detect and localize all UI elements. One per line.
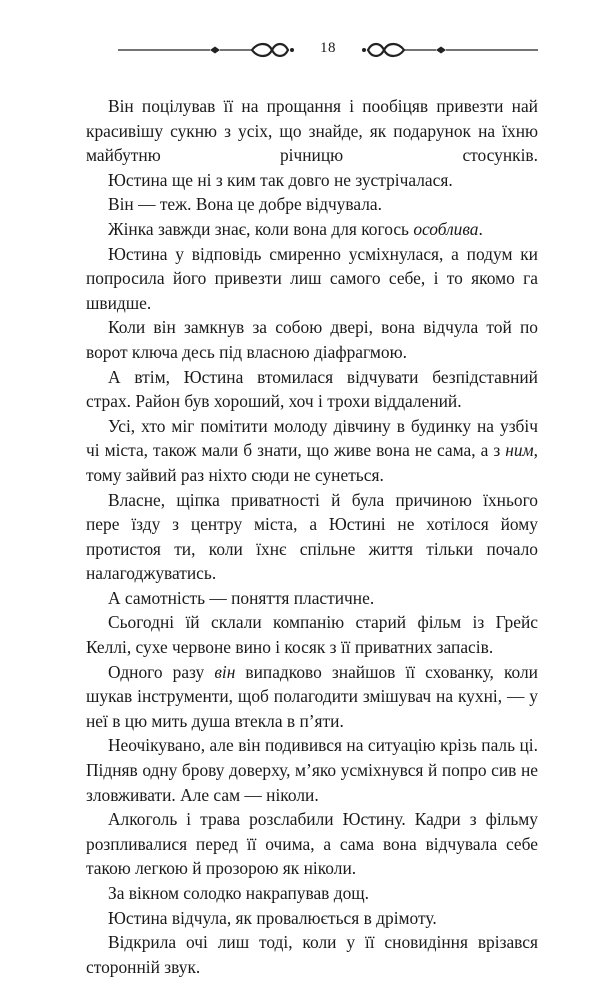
paragraph-4: Жінка завжди знає, коли вона для когось особлива.: [108, 218, 483, 239]
paragraph-5: Юстина у відповідь смиренно усміхнулася, а подум ки попросила його привезти лиш самого себе, і то якомо га швидше.: [86, 243, 538, 313]
paragraph-9: Власне, щіпка приватності й була причиною їхнього пере їзду з центру міста, а Юстині не хотілося йому протистоя ти, коли їхнє спільне життя тільки почало налагоджуватись.: [86, 489, 538, 584]
paragraph-17: Відкрила очі лиш тоді, коли у її сновидіння врізався сторонній звук.: [86, 932, 538, 977]
body-text: [86, 94, 538, 979]
paragraph-1: Він поцілував її на прощання і пообіцяв привезти най красивішу сукню з усіх, що знайде, як подарунок на їхню майбутню річницю стосунків.: [86, 96, 538, 166]
paragraph-3: Він — теж. Вона це добре відчувала.: [108, 194, 382, 215]
paragraph-7: А втім, Юстина втомилася відчувати безпідставний страх. Район був хороший, хоч і трохи віддалений.: [86, 366, 538, 412]
paragraph-16: Юстина відчула, як провалюється в дрімоту.: [108, 907, 437, 928]
page-header: [118, 34, 538, 68]
paragraph-14: Алкоголь і трава розслабили Юстину. Кадри з фільму розпливалися перед її очима, а сама вона відчувала себе такою легкою й прозорою як ніколи.: [86, 809, 538, 879]
paragraph-11: Сьогодні їй склали компанію старий фільм із Грейс Келлі, сухе червоне вино і косяк з її приватних запасів.: [86, 612, 538, 658]
page-number: 18: [320, 40, 336, 56]
paragraph-6: Коли він замкнув за собою двері, вона відчула той по ворот ключа десь під власною діафрагмою.: [86, 317, 538, 362]
paragraph-12: Одного разу він випадково знайшов її схованку, коли шукав інструменти, щоб полагодити змішувач на кухні, — у неї в цю мить душа втекла в п’яти.: [86, 661, 538, 731]
paragraph-13: Неочікувано, але він подивився на ситуацію крізь паль ці. Підняв одну брову доверху, м’яко усміхнувся й попро сив не зловживати. Але сам — ніколи.: [86, 735, 538, 805]
paragraph-10: А самотність — поняття пластичне.: [108, 587, 375, 608]
paragraph-15: За вікном солодко накрапував дощ.: [108, 883, 370, 903]
paragraph-2: Юстина ще ні з ким так довго не зустрічалася.: [108, 169, 453, 190]
paragraph-8: Усі, хто міг помітити молоду дівчину в будинку на узбіч чі міста, також мали б знати, що живе вона не сама, а з ним, тому зайвий раз ніхто сюди не сунеться.: [86, 415, 538, 485]
